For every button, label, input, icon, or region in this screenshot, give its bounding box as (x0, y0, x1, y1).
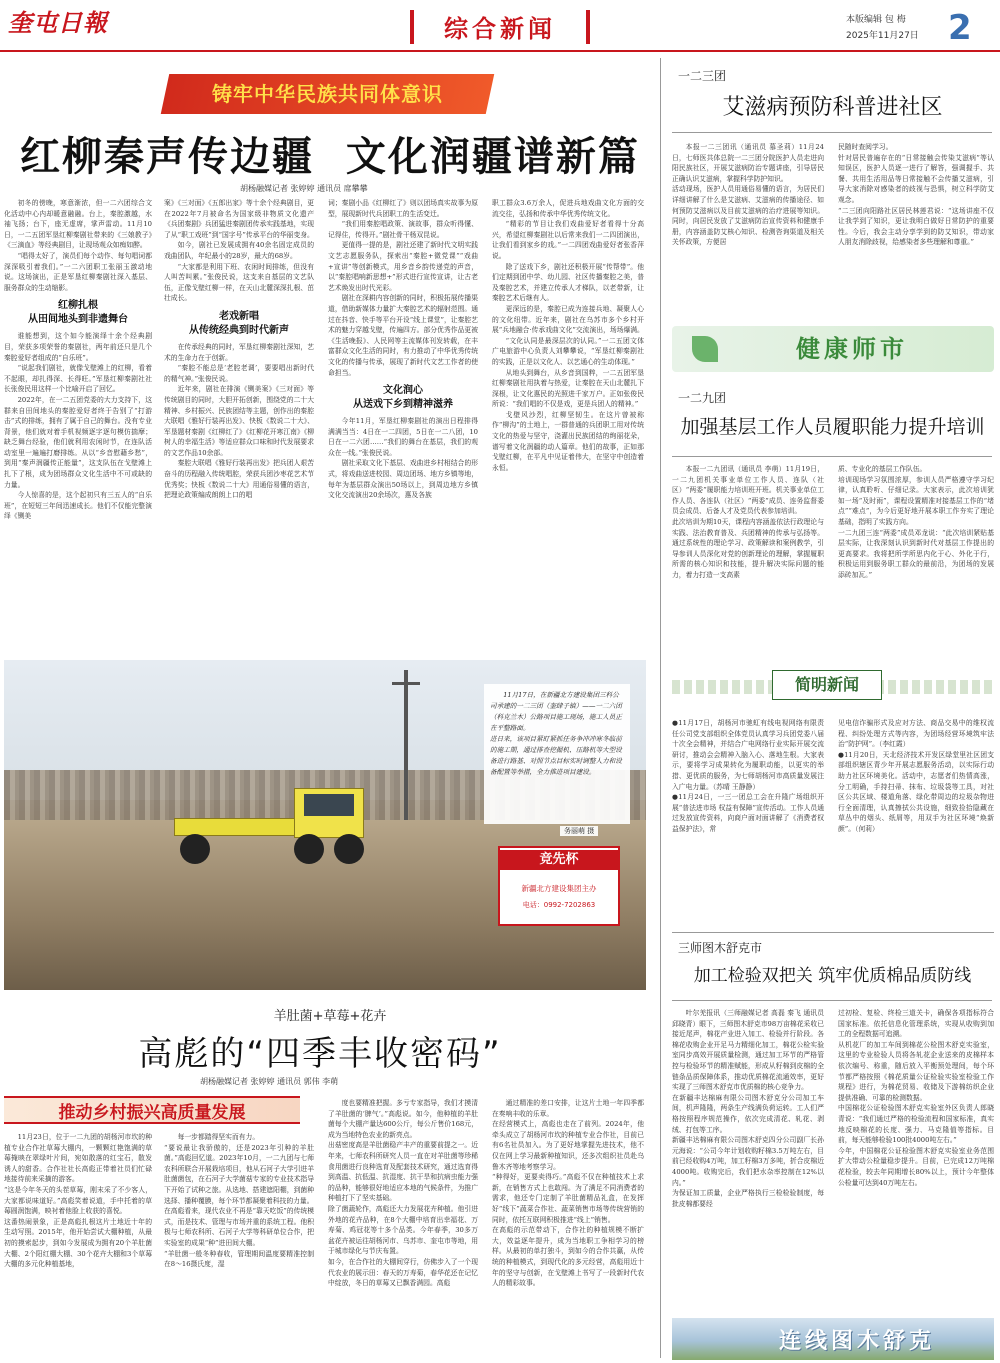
paragraph: 职工群众3.6万余人，促进兵地戏曲文化方面的交流交往，弘扬和传承中华优秀传统文化。 (492, 199, 644, 218)
paragraph: 秦腔大联唱《雅好行装再出发》把兵团人艰苦奋斗的历程融入传统唱腔，荣获兵团沙枣花艺术节优秀奖；快板《数说二十大》用通俗易懂的语言，把理论政策编成朗朗上口的唱 (164, 459, 314, 500)
right2-unit: 一二九团 (678, 391, 727, 405)
brief-news-header (672, 660, 994, 714)
column-divider (660, 58, 661, 1358)
issue-date: 2025年11月27日 (846, 31, 919, 41)
paragraph: 更深远的是，秦腔已成为连接兵地、凝聚人心的文化纽带。近年来，剧社在乌苏市多个乡村开展“兵地融合·传承戏曲文化”交流演出，场场爆满。 (492, 304, 644, 335)
right1-col-2: 民随时查阅学习。 针对居民普遍存在的“日常接触会传染艾滋病”等认知误区，医护人员逐一进行了解答，强调握手、共餐、共用生活用品等日常接触不会传播艾滋病，引导大家消除对感染者的歧视与恐惧，树立科学防艾观念。 “二三团向阳路社区居民林莲君说：“这场讲座不仅让我学到了知识，更让我明白做好日常防护的重要性。今后，我会主动分享学到的防艾知识，带动家人朋友消除歧视，给感染者多些理解和尊重。” (838, 143, 994, 247)
right3-top-rule (672, 932, 994, 933)
power-pole (404, 670, 408, 820)
lead-byline: 胡杨融媒记者 张婷婷 通讯员 席攀攀 (240, 184, 368, 193)
right3-headline: 加工检验双把关 筑牢优质棉品质防线 (693, 966, 972, 986)
paragraph: “秦腔不能总是‘老腔老调’，要要唱出新时代的精气神。”张俊民说。 (164, 364, 314, 383)
photo-caption: 11月17日，在新疆北方建设集团三科公司承建的一二三团（奎肆子镇）——一二六团（科克兰木）公路项目施工现场，施工人员正在平整路面。 进日来，该项目紧盯紧抓任务争冲冲寒冬临前的施工期，通过排查挖掘机、压路机等大型设备进行路基、对照节点目标实时调整人力和设备配置等举措，全力推进项目建设。 (490, 691, 622, 776)
lead-col-4 (492, 198, 644, 660)
paragraph: 案》《三对面》《五郎出家》等十余个经典剧目，更在2022年7月被命名为国家级非物质文化遗产《兵团秦剧》兵团猛进秦剧团传承实践基地，实现了从“职工戏班”到“国字号”传承平台的华丽变身。 (164, 199, 314, 239)
paragraph: 近年来，剧社在排演《铡美案》《三对面》等传统剧目的同时，大胆开拓创新，围绕党的二十大精神、乡村振兴、民族团结等主题，创作出的秦腔大联唱《雅好行装再出发》、快板《数说二十大》、军垦题材秦剧《红柳红了》《红柳花开寒江南》《柳树人的幸福生活》等适应群众口味和时代发展要求的文艺作品10余部。 (164, 385, 314, 457)
health-banner-leaf-icon (692, 336, 718, 362)
health-banner (672, 326, 994, 372)
masthead-rule (0, 50, 1000, 52)
photo-caption-box (484, 684, 630, 824)
right2-col-1: 本报一二九团讯（通讯员 李萌）11月19日，一二九团机关事业单位工作人员、连队（社区）“两委”履职能力培训班开班。机关事业单位工作人员、各连队（社区）“两委”成员、连务监督委员会成员、后备人才及党员代表参加培训。 此次培训为期10天，课程内容涵盖依法行政理论与实践、法治教育普及、兵团精神的传承与弘扬等。通过系统性的理论学习、政策解读和案例教学，引导参训人员深化对党的创新理论的理解，掌握履职所需的核心知识和技能，提升解决实际问题的能力，着力打造一支高素 (672, 465, 824, 579)
paragraph: 今人惊喜的是，这个起初只有三五人的“自乐班”，在短短三年间迅速成长。他们不仅能完整演绎《铡美 (4, 491, 152, 521)
brief-news-col-2: 见电信诈骗形式及应对方法、商品交易中的维权流程、纠纷处理方式等内容，为团场经营环境筑牢法治“防护网”。（李红霞） ●11月20日，天北经济技术开发区绿堂里社区团支部组织辖区青少年开展志愿服务活动，以实际行动助力社区环境美化。活动中，志愿者们热情高涨，分工明确，手持扫帚、抹布、垃圾袋等工具，对社区公共区域、楼道角落、绿化带周边的垃圾杂物进行全面清理，认真擦拭公共设施，细致捡拾隐藏在草丛中的烟头、纸屑等，用双手为社区环境“焕新颜”。（何莉） (838, 719, 994, 833)
paragraph: 更值得一提的是，剧社还建了新时代文明实践文艺志愿服务队，探索出“秦腔+微党课”“戏曲+宣讲”等创新模式，用乡音乡韵传递党的声音，以“秦腔唱响新思想+”形式进行宣传宣讲，让古老艺术焕发出时代光彩。 (328, 241, 478, 292)
right3-unit: 三师图木舒克市 (678, 941, 763, 955)
paragraph: 除了送戏下乡，剧社还积极开展“传帮带”。他们定期到团中学、幼儿园、社区传播秦腔之美，普及秦腔艺术，并建立传承人才梯队，以老带新，让秦腔艺术后继有人。 (492, 262, 644, 303)
right1-rule (672, 132, 992, 133)
paragraph: “精彩的节目让我们戏曲爱好者看得十分高兴，希望红柳秦剧社以后常来我们一二四团演出，让我们看到家乡的戏。”一二四团戏曲爱好者张香萍说。 (492, 220, 644, 260)
right1-headline: 艾滋病预防科普进社区 (722, 95, 943, 120)
section-title: 综合新闻 (444, 15, 556, 43)
health-banner-text: 健康师市 (796, 335, 908, 363)
masthead (0, 0, 1000, 50)
story2-byline: 胡杨融媒记者 张婷婷 通讯员 郭伟 李萌 (200, 1077, 339, 1086)
right1-col-1: 本报一二三团讯（通讯员 慕圣莉）11月24日，七师医共体总院一二三团分院医护人员走进向阳民族社区，开展艾滋病防治专题讲座，引导居民正确认识艾滋病，掌握科学防护知识。 活动现场，医护人员用通俗易懂的语言，为居民们详细讲解了什么是艾滋病、艾滋病的传播途径、如何预防艾滋病以及目前艾滋病的治疗进展等知识。同时，向居民发放了艾滋病防治宣传资料和健康手册，内容涵盖防艾核心知识、检测咨询渠道及相关关怀政策，方便居 (672, 143, 824, 247)
story2-col-2: 每一步都踏得坚实而有力。 “要说最让我骄傲的，还是2023年引种的羊肚菌。”高彪回忆道。2023年10月，一二九团与七师农科所联合开展栽培项目，他从石河子大学引进羊肚菌菌包，在石河子大学菌菇专家的专业技术指导下开始了试种之旅。从选地、搭建遮阳棚，到菌种选择、播种覆膜，每个环节都凝聚着科技的力量。 在高彪看来，现代农业不再是“靠天吃饭”的传统模式，而是技术、管理与市场并重的系统工程。他积极与七师农科所、石河子大学等科研单位合作，把实验室的成果“种”进田间大棚。 “羊肚菌一般冬种春收，管理期间温度要精准控制在8～16摄氏度，湿 (164, 1133, 314, 1269)
story2-headline: 高彪的“四季丰收密码” (138, 1034, 502, 1074)
bottom-banner (672, 1318, 994, 1360)
paragraph: 2022年，在一二五团党委的大力支持下，这群来自田间地头的秦腔爱好者终于告别了“打游击”式的排练，拥有了属于自己的舞台。没有专业背景，他们就对着手机视频逐字逐句模仿揣摩；缺乏舞台经验，他们就利用农闲时节，在连队活动室里一遍遍打磨排练。从以“乡音慰藉乡愁”，到用“秦声润疆传正能量”，这支队伍在戈壁滩上扎下了根，成为团场群众文化生活中不可或缺的力量。 (4, 395, 152, 489)
ad-box (498, 846, 620, 926)
rural-banner-text: 推动乡村振兴高质量发展 (58, 1103, 246, 1123)
page-number: 2 (948, 8, 972, 48)
subheading: 红柳扎根 从田间地头到非遗舞台 (28, 300, 128, 326)
lead-col-1 (4, 198, 152, 660)
right2-col-2: 质、专业化的基层工作队伍。 培训现场学习氛围浓厚，参训人员严格遵守学习纪律，认真聆听、仔细记录。大家表示，此次培训犹如一场“及时雨”，课程设置精准对接基层工作的“堵点”“难点”，为今后更好地开展本职工作夯实了理论基础，指明了实践方向。 一二九团三连“两委”成员邓龙说：“此次培训紧贴基层实际，让我深刻认识到新时代对基层工作提出的更高要求。我将把所学所思内化于心、外化于行，积极运用到服务职工群众的最前沿，为团场的发展添砖加瓦。” (838, 465, 994, 579)
paragraph: 词；秦剧小品《红柳红了》则以团场真实故事为原型，展现新时代兵团职工的生活变迁。 (328, 199, 478, 218)
editors: 本版编辑 包 梅 (846, 15, 906, 25)
lead-col-3 (328, 198, 478, 660)
paragraph: “唱得太好了，演员们每个动作、每句唱词都深深吸引着我们。”一二六团职工张丽玉激动地说。这场演出，正是军垦红柳秦剧社深入基层、服务群众的生动缩影。 (4, 251, 152, 292)
story2-col-4: 通过精准的差口安排，让这片土地一年四季都在奏响丰收的乐章。 在经营模式上，高彪也走在了前列。2024年，他牵头成立了胡杨河市坎的种植专业合作社，目前已有6名社员加入。为了更好地掌握先进技术，他不仅在网上学习最新种植知识，还多次组织社员赴乌鲁木齐等地考察学习。 “种得好，更要卖得巧。”高彪不仅在种植技术上求新，在销售方式上也敢闯。为了满足不同消费者的需求，他还专门定制了羊肚菌精品礼盒，在发挥好“线下”蔬菜合作社、蔬菜销售市场等传统营销的同时，依托互联网积极推进“线上”销售。 在高彪的示范带动下，合作社的种植规模不断扩大，效益逐年提升，成为当地职工争相学习的榜样。从最初的单打独斗，到如今的合作共赢，从传统的种植模式，到现代化的多元经营，高彪用近十年的坚守与创新，在戈壁滩上书写了一段新时代农人的精彩故事。 (492, 1099, 644, 1288)
right1-unit: 一二三团 (678, 69, 727, 83)
right3-col-2: 过初检、复检、终检三道关卡，确保各项指标符合国家标准。依托信息化管理系统，实现从收购到加工的全程数据可追溯。 从机花厂的加工车间到棉花公检图木舒克实验室，这里的专业检验人员将各轧花企业送来的皮棉样本依次编号、称重，随后放入平衡预处理间，每个环节都严格按照《棉花质量公证检验实验室检验工作规程》进行，为棉花贸易、收储及下游棉纺织企业提供准确、可靠的检测数据。 中国棉花公证检验图木舒克实验室外区负责人郎晓青说：“我们通过严格的检验流程和国家标准，真实地反映棉花的长度、强力、马克隆值等指标。目前，每天能够检验100批4000吨左右。” 今年，中国棉花公证检验图木舒克实验室业务范围扩大带动公检量稳步提升。目前，已完成12万吨棉花检验，较去年同期增长80%以上，预计今年整体公检量可达到40万吨左右。 (838, 1009, 994, 1187)
ad-title: 竞先杯 (500, 850, 618, 870)
paragraph: 从地头到舞台，从乡音到国粹，一二五团军垦红柳秦剧社用执着与热爱，让秦腔在天山北麓扎下深根，让文化惠民的光照进千家万户。正如张俊民所说：“我们唱的不仅是戏，更是兵团人的精神。” (492, 368, 644, 409)
brief-news-col-1: ●11月17日，胡杨河市驰虹有线电视网络有限责任公司党支部组织全体党员认真学习兵团党委八届十次全会精神，并结合广电网络行业实际开展交流研讨，推动会会精神入脑入心、落地生根。大家表示，要将学习成果转化为履职动能，以更实的举措、更优质的服务，为七师胡杨河市高质量发展注入广电力量。（苏晴 王静静） ●11月24日，一三一团总工会在升隆广场组织开展“普法进市场 权益有保障”宣传活动。工作人员通过发放宣传资料，向商户面对面讲解了《消费者权益保护法》，常 (672, 719, 824, 833)
paragraph: 今年11月，军垦红柳秦剧社的演出日程排得满满当当：4日在一二四团，5日在一二八团，10日在一二六团……“我们的舞台在基层，我们的观众在一线。”张俊民说。 (328, 417, 478, 457)
paragraph: 谁能想到，这个如今能演绎十余个经典剧目，荣获多项荣誉的秦剧社，两年前还只是几个秦腔爱好者组成的“自乐班”。 (4, 332, 152, 362)
ad-sponsor: 新疆北方建设集团主办 (521, 884, 597, 893)
subheading: 文化润心 从送戏下乡到精神滋养 (353, 385, 453, 411)
right2-rule (672, 456, 992, 457)
grader-machine (174, 788, 384, 868)
right2-headline: 加强基层工作人员履职能力提升培训 (680, 416, 985, 438)
paragraph: “文化认同是最深层次的认同。”一二五团文体广电旅游中心负责人刘攀攀说，“军垦红柳秦剧社的实践，正是以文化人、以艺通心的生动体现。” (492, 336, 644, 366)
paragraph: 剧社在深耕内容创新的同时，积极拓展传播渠道，借助新媒体力量扩大秦腔艺术的辐射范围。通过在抖音、快手等平台开设“线上课堂”，让秦腔艺术的魅力穿越戈壁，传遍四方。部分优秀作品更被《生活晚报》、人民网等主流媒体刊发转载，在丰富群众文化生活的同时，有力推动了中华优秀传统文化的传播与传承，展现了新时代文艺工作者的使命担当。 (328, 294, 478, 377)
lead-kicker: 铸牢中华民族共同体意识 (212, 82, 443, 106)
paragraph: 在传承经典的同时，军垦红柳秦剧社深知，艺术的生命力在于创新。 (164, 342, 314, 362)
paragraph: 戈壁风沙烈，红柳坚韧生。在这片曾被称作“柳沟”的土地上，一群普通的兵团职工用对传统文化的热爱与坚守，浇灌出民族团结的绚丽花朵，谱写着文化润疆的动人篇章。他们的故事，正如那戈壁红柳，在平凡中见证着伟大，在坚守中创造着永恒。 (492, 410, 644, 472)
photo-credit: 务丽萌 摄 (560, 826, 598, 836)
paragraph: 如今，剧社已发展成拥有40余名固定成员的戏曲团队，年纪最小的28岁，最大的68岁。 (164, 241, 314, 260)
lead-headline: 红柳秦声传边疆 文化润疆谱新篇 (20, 134, 640, 180)
paragraph: “我们用秦腔唱政策、演故事，群众听得懂、记得住，传得开。”剧社骨干杨双昆说。 (328, 220, 478, 239)
bottom-banner-text: 连线图木舒克 (778, 1329, 935, 1354)
paragraph: “说起我们剧社，就像戈壁滩上的红柳，看着不起眼，却扎得深、长得旺。”军垦红柳秦剧社社长张俊民用这样一个比喻开启了回忆。 (4, 364, 152, 394)
story2-col-3: 度也要精准把握。多亏专家指导，我们才摸清了羊肚菌的‘脾气’。”高彪说。如今，他种植的羊肚菌每个大棚产量达600公斤，每公斤售价168元，成为当地特色农业的新亮点。 出菇密度高是羊肚菌稳产丰产的重要前提之一。近年来，七师农科所研究人员一直在对羊肚菌等珍稀食用菌进行良种选育及配套技术研究，通过选育得到高温、抗低温、抗湿度、抗干旱和抗病虫能力强的品种，能够很好地适应本地的气候条件，为推广种植打下了坚实基础。 除了菌蔬轮作，高彪还大力发展花卉种植。他引进外地的花卉品种，在8个大棚中培育出幸福花、万寿菊、鸡冠花等十多个品类。今年春季，30多万盆花卉被运往胡杨河市、乌苏市、奎屯市等地，用于城市绿化与节庆布置。 如今，在合作社的大棚间穿行，仿佛步入了一个现代农业的展示田：春天的万寿菊，春华花还在记忆中绽放，冬日的草莓又已飘香满园。高彪 (328, 1099, 478, 1288)
section-title-bar (410, 10, 590, 44)
story2-kicker: 羊肚菌+草莓+花卉 (273, 1009, 387, 1024)
ad-phone: 电话：0992-7202863 (522, 901, 596, 909)
paragraph: 剧社采取文化下基层、戏曲进乡村相结合的形式，将戏曲送进校园、周边团场、地方乡镇等地，每年为基层群众演出50场以上，到周边地方乡镇文化交流演出20余场次，惠及各族 (328, 459, 478, 500)
paragraph: 初冬的傍晚，寒意渐浓，但一二六团综合文化活动中心内却暖意融融。台上，秦腔激越，水袖飞扬；台下，座无虚席，掌声雷动。11月10日，一二五团军垦红柳秦剧社带来的《三娘教子》《三滴血》等经典剧目，让现场观众如痴如醉。 (4, 199, 152, 250)
right3-col-1: 叶尔羌报讯（三师融媒记者 高磊 秦飞 通讯员 邱晓青）眼下，三师图木舒克市98万亩棉花采收已接近尾声，棉花产业进入加工、检验并行阶段。各棉花收购企业开足马力精细化加工，棉花公检实验室同步高效开展质量检测，通过加工环节的严格管控与检验环节的精准赋能，形成从籽棉到皮棉的全链条品质保障体系，推动优质棉花流通效率，更好实现了三师图木舒克市优质棉的核心竞争力。 在新疆丰达棉麻有限公司图木舒克分公司加工车间，机声隆隆，两条生产线满负荷运转。工人们严格按照程序规范操作，依次完成清花、轧花、剥绒、打包等工序。 新疆丰达棉麻有限公司图木舒克四分公司副厂长孙元海说：“公司今年计划收购籽棉3.5万吨左右，目前已经收购4万吨，加工籽棉3万多吨，折合皮棉近4000吨。收购完后，我们把水杂率控制在12%以内。” 为保证加工质量，企业严格执行三检检验制度，每批皮棉都要经 (672, 1009, 824, 1208)
paper-name: 奎屯日報 (8, 8, 108, 37)
lead-col-2 (164, 198, 314, 660)
brief-news-title: 简明新闻 (772, 670, 882, 700)
paragraph: “大家都是利用下班、农闲时间排练，但没有人叫苦叫累。”张俊民说，这支来自基层的文艺队伍，正像戈壁红柳一样，在天山北麓深深扎根、茁壮成长。 (164, 262, 314, 303)
right3-rule (672, 1000, 992, 1001)
rural-banner (4, 1096, 300, 1124)
subheading: 老戏新唱 从传统经典到时代新声 (189, 310, 289, 336)
story2-col-1: 11月23日，位于一二九团的胡杨河市坎的种植专业合作社草莓大棚内，一颗颗红艳饱满的草莓掩映在翠绿叶片间，宛如散落的红宝石，散发诱人的甜香。合作社社长高彪正带着社员们忙碌地接待前来采摘的游客。 “这是今年冬天的头茬草莓，刚末采了不少客人，大家都说味道好。”高彪笑着说道，手中托着的草莓圆润饱满，映衬着他脸上收获的喜悦。 这番热闹景象，正是高彪扎根这片土地近十年的生动写照。2015年，他开始尝试大棚种植，从最初的摸索起步，到如今发展成为拥有20个羊肚菌大棚、2个阳红棚大棚、30个花卉大棚和3个草莓大棚的多元化种植基地， (4, 1133, 152, 1269)
